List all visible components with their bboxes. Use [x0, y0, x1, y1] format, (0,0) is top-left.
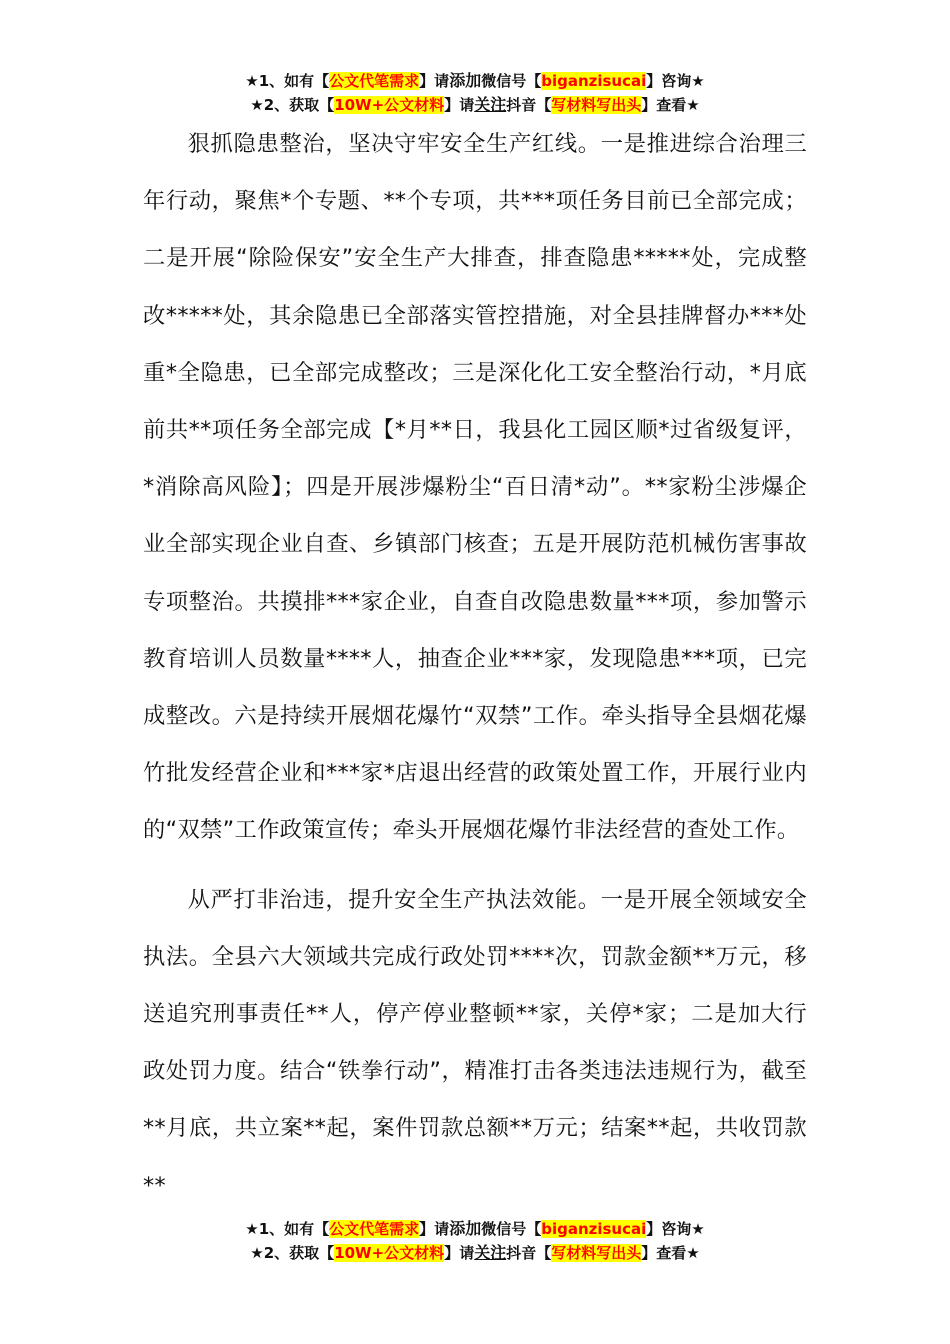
- banner-douyin-id: 写材料写出头: [551, 96, 642, 114]
- header-banner: [0, 69, 950, 117]
- banner-text: ★1、如有【: [245, 72, 330, 90]
- banner-text: 】咨询★: [646, 1220, 705, 1238]
- banner-line-2: [0, 1241, 950, 1265]
- banner-text: 】咨询★: [646, 72, 705, 90]
- banner-line-1: [0, 1217, 950, 1241]
- banner-wechat-id: biganzisucai: [541, 1220, 647, 1238]
- banner-highlight: 10W+公文材料: [334, 1244, 445, 1262]
- banner-text: 】请: [444, 96, 475, 114]
- banner-text: 】请: [444, 1244, 475, 1262]
- paragraph-law-enforcement: 从严打非治违，提升安全生产执法效能。一是开展全领域安全执法。全县六大领域共完成行政处罚****次，罚款金额**万元，移送追究刑事责任**人，停产停业整顿**家，关停*家；二是加大行政处罚力度。结合“铁拳行动”，精准打击各类违法违规行为，截至**月底，共立案**起，案件罚款总额**万元；结案**起，共收罚款**: [143, 886, 807, 1199]
- banner-text: 微信号【: [481, 72, 542, 90]
- banner-text: 微信号【: [481, 1220, 542, 1238]
- banner-line-1: [0, 69, 950, 93]
- banner-highlight: 公文代笔需求: [329, 1220, 420, 1238]
- banner-text: ★1、如有【: [245, 1220, 330, 1238]
- banner-text: 】请: [419, 72, 450, 90]
- banner-wechat-id: biganzisucai: [541, 72, 647, 90]
- banner-text: 抖音【: [506, 1244, 552, 1262]
- banner-douyin-id: 写材料写出头: [551, 1244, 642, 1262]
- banner-emphasis: 关注: [474, 95, 507, 114]
- banner-line-2: [0, 93, 950, 117]
- banner-text: 抖音【: [506, 96, 552, 114]
- banner-highlight: 公文代笔需求: [329, 72, 420, 90]
- banner-text: ★2、获取【: [250, 96, 335, 114]
- banner-text: 】请: [419, 1220, 450, 1238]
- banner-highlight: 10W+公文材料: [334, 96, 445, 114]
- document-body: [143, 116, 807, 1215]
- banner-emphasis: 添加: [449, 1219, 482, 1238]
- banner-text: ★2、获取【: [250, 1244, 335, 1262]
- banner-text: 】查看★: [641, 96, 700, 114]
- paragraph-hazard-rectification: 狠抓隐患整治，坚决守牢安全生产红线。一是推进综合治理三年行动，聚焦*个专题、**个专项，共***项任务目前已全部完成；二是开展“除险保安”安全生产大排查，排查隐患*****处，完成整改*****处，其余隐患已全部落实管控措施，对全县挂牌督办***处重*全隐患，已全部完成整改；三是深化化工安全整治行动，*月底前共**项任务全部完成【*月**日，我县化工园区顺*过省级复评，*消除高风险】；四是开展涉爆粉尘“百日清*动”。**家粉尘涉爆企业全部实现企业自查、乡镇部门核查；五是开展防范机械伤害事故专项整治。共摸排***家企业，自查自改隐患数量***项，参加警示教育培训人员数量****人，抽查企业***家，发现隐患***项，已完成整改。六是持续开展烟花爆竹“双禁”工作。牵头指导全县烟花爆竹批发经营企业和***家*店退出经营的政策处置工作，开展行业内的“双禁”工作政策宣传；牵头开展烟花爆竹非法经营的查处工作。: [143, 131, 807, 844]
- banner-emphasis: 关注: [474, 1243, 507, 1262]
- footer-banner: [0, 1217, 950, 1265]
- banner-emphasis: 添加: [449, 71, 482, 90]
- banner-text: 】查看★: [641, 1244, 700, 1262]
